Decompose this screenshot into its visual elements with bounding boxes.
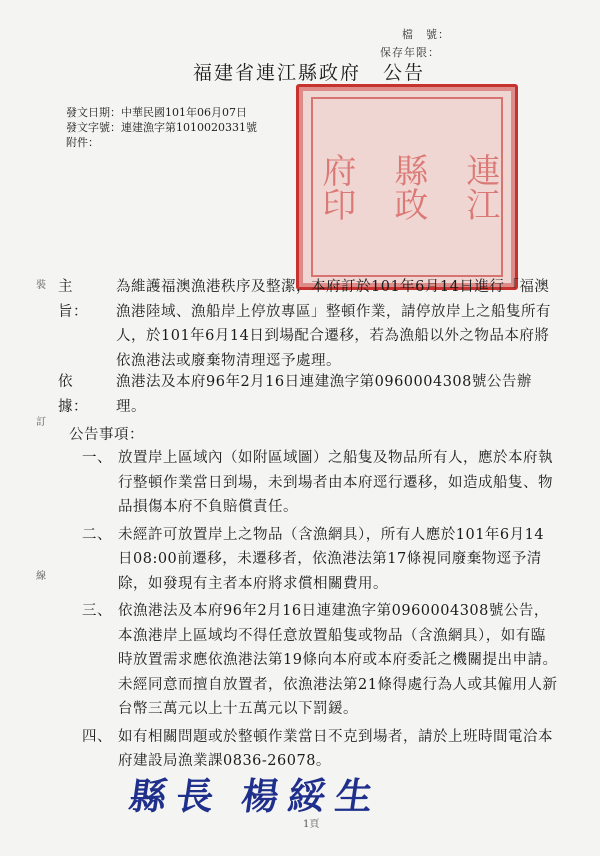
notice-item [82,446,562,520]
seal-characters [299,87,515,287]
dispatch-date: 發文日期：中華民國101年06月07日 [66,106,247,119]
notice-items-list [82,446,562,777]
binding-mark-2: 訂 [36,417,46,428]
notice-item [82,599,562,722]
document-title [193,58,425,85]
document-type: 公告 [383,62,426,84]
signature-name: 楊綏生 [238,775,386,818]
seal-column-2: 縣政 [387,153,428,221]
basis-text: 漁港法及本府96年2月16日連建漁字第0960004308號公告辦理。 [116,374,532,415]
seal-column-3: 府印 [315,153,356,221]
issuing-agency: 福建省連江縣政府 [193,62,362,84]
archive-number-label: 檔 號： [402,28,450,41]
page-number: 1頁 [303,819,320,830]
attachment-label: 附件： [66,136,99,149]
retention-period-label: 保存年限： [380,46,440,59]
seal-column-1: 連江 [459,153,500,221]
signature-title: 縣長 [126,775,227,818]
notice-items-heading: 公告事項： [69,427,144,443]
binding-mark-1: 裝 [36,280,46,291]
notice-item-text: 放置岸上區域內（如附區域圖）之船隻及物品所有人，應於本府執行整頓作業當日到場，未到場者由本府逕行遷移，如造成船隻、物品損傷本府不負賠償責任。 [118,450,553,515]
notice-item-number: 一、 [82,450,112,466]
dispatch-number: 發文字號：連建漁字第1010020331號 [66,121,257,134]
notice-item-number: 三、 [82,603,112,619]
notice-item-number: 二、 [82,526,112,543]
basis-section [58,370,558,419]
magistrate-signature [126,766,387,820]
subject-section [58,275,558,369]
subject-label: 主旨： [58,279,88,320]
notice-item [82,523,562,597]
notice-item-text: 未經許可放置岸上之物品（含漁網具），所有人應於101年6月14日08:00前遷移，未遷移者，依漁港法第17條視同廢棄物逕予清除，如發現有主者本府將求償相關費用。 [118,526,545,592]
official-seal-stamp [296,84,518,290]
binding-mark-3: 線 [36,571,46,582]
subject-text: 為維護福澳漁港秩序及整潔，本府訂於101年6月14日進行「福澳漁港陸域、漁船岸上停放專區」整頓作業，請停放岸上之船隻所有人，於101年6月14日到場配合遷移，若為漁船以外之物品本府將依漁港法或廢棄物清理逕予處理。 [116,279,551,369]
notice-item-text: 依漁港法及本府96年2月16日連建漁字第0960004308號公告，本漁港岸上區域均不得任意放置船隻或物品（含漁網具），如有臨時放置需求應依漁港法第19條向本府或本府委託之機關提出申請。未經同意而擅自放置者，依漁港法第21條得處行為人或其僱用人新台幣三萬元以上十五萬元以下罰鍰。 [118,603,558,717]
notice-item-text: 如有相關問題或於整頓作業當日不克到場者，請於上班時間電洽本府建設局漁業課0836-26078。 [118,728,553,769]
basis-label: 依據： [58,374,88,415]
notice-item-number: 四、 [82,728,112,745]
